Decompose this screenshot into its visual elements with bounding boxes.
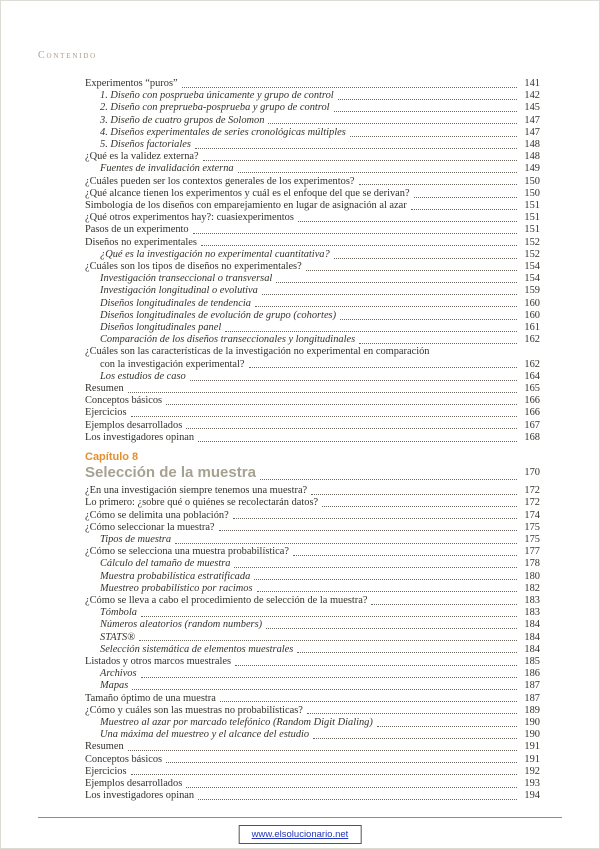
toc-entry (85, 717, 540, 729)
toc-entry (85, 571, 540, 583)
toc-page-number: 161 (524, 322, 540, 334)
toc-page-number: 149 (524, 163, 540, 175)
toc-entry-label: Diseños longitudinales panel (100, 322, 222, 334)
toc-entry-label: Resumen (85, 741, 124, 753)
toc-leader-dots (411, 209, 517, 210)
toc-page-number: 148 (524, 139, 540, 151)
toc-entry-label: Diseños longitudinales de tendencia (100, 297, 251, 309)
toc-page-number: 167 (524, 419, 540, 431)
toc-entry (85, 359, 540, 371)
toc-page-number: 150 (524, 175, 540, 187)
toc-leader-dots (132, 689, 517, 690)
toc-entry (85, 729, 540, 741)
toc-entry (85, 668, 540, 680)
toc-page-number: 191 (524, 753, 540, 765)
toc-entry-label: ¿En una investigación siempre tenemos una muestra? (85, 485, 308, 497)
toc-entry-label: Los investigadores opinan (85, 790, 195, 802)
toc-leader-dots (219, 530, 517, 531)
toc-leader-dots (131, 416, 517, 417)
toc-leader-dots (260, 479, 517, 480)
toc-entry-label: Pasos de un experimento (85, 224, 189, 236)
toc-entry-label: Números aleatorios (random numbers) (100, 619, 263, 631)
toc-leader-dots (186, 428, 517, 429)
toc-page-number: 184 (524, 643, 540, 655)
toc-page-number: 150 (524, 187, 540, 199)
toc-entry-label: ¿Qué es la validez externa? (85, 151, 199, 163)
toc-entry (85, 534, 540, 546)
toc-entry (85, 395, 540, 407)
toc-page-number: 194 (524, 790, 540, 802)
chapter-title: Selección de la muestra (85, 464, 256, 482)
toc-page-number: 148 (524, 151, 540, 163)
footer-divider (38, 817, 562, 818)
toc-entry-label: Los investigadores opinan (85, 431, 195, 443)
toc-leader-dots (220, 701, 517, 702)
toc-entry (85, 115, 540, 127)
toc-entry-label: Comparación de los diseños transeccionales y longitudinales (100, 334, 356, 346)
table-of-contents (85, 78, 540, 802)
toc-leader-dots (371, 604, 517, 605)
toc-entry (85, 595, 540, 607)
toc-entry-label: Muestreo al azar por marcado telefónico (Random Digit Dialing) (100, 716, 373, 728)
toc-leader-dots (233, 518, 517, 519)
toc-entry (85, 583, 540, 595)
toc-leader-dots (254, 579, 517, 580)
toc-entry-label: Fuentes de invalidación externa (100, 163, 234, 175)
toc-leader-dots (262, 294, 517, 295)
toc-page-number: 152 (524, 248, 540, 260)
toc-entry-label: con la investigación experimental? (100, 358, 245, 370)
toc-section-chapter7 (85, 78, 540, 444)
toc-page-number: 166 (524, 407, 540, 419)
toc-page-number: 151 (524, 212, 540, 224)
toc-leader-dots (340, 319, 517, 320)
toc-entry (85, 546, 540, 558)
toc-entry-label: Los estudios de caso (100, 370, 186, 382)
toc-page-number: 151 (524, 200, 540, 212)
toc-leader-dots (195, 148, 517, 149)
toc-page-number: 175 (524, 521, 540, 533)
toc-page-number: 145 (524, 102, 540, 114)
toc-leader-dots (175, 543, 517, 544)
toc-entry (85, 176, 540, 188)
toc-leader-dots (414, 197, 517, 198)
chapter-title-row (85, 464, 540, 482)
toc-entry (85, 754, 540, 766)
toc-leader-dots (334, 258, 517, 259)
toc-page-number: 160 (524, 309, 540, 321)
toc-leader-dots (338, 99, 517, 100)
toc-entry (85, 102, 540, 114)
toc-page-number: 185 (524, 655, 540, 667)
toc-entry (85, 644, 540, 656)
toc-page-number: 164 (524, 370, 540, 382)
toc-leader-dots (193, 233, 517, 234)
toc-entry-label: Simbología de los diseños con emparejamiento en lugar de asignación al azar (85, 200, 407, 212)
toc-leader-dots (276, 282, 517, 283)
toc-entry-label: Diseños longitudinales de evolución de grupo (cohortes) (100, 309, 337, 321)
toc-entry-label: Muestra probabilística estratificada (100, 570, 251, 582)
toc-entry-label: Conceptos básicos (85, 753, 163, 765)
toc-entry-label: Selección sistemática de elementos muestrales (100, 643, 294, 655)
toc-entry (85, 632, 540, 644)
toc-entry-label: ¿Cómo y cuáles son las muestras no probabilísticas? (85, 704, 303, 716)
toc-entry-label: ¿Qué otros experimentos hay?: cuasiexperimentos (85, 212, 294, 224)
toc-page-number: 182 (524, 582, 540, 594)
toc-page-number: 183 (524, 607, 540, 619)
chapter-heading (85, 450, 540, 482)
toc-leader-dots (198, 799, 517, 800)
toc-entry-label: Mapas (100, 680, 129, 692)
toc-page-number: 193 (524, 777, 540, 789)
toc-page-number: 187 (524, 692, 540, 704)
toc-entry-label: Tamaño óptimo de una muestra (85, 692, 216, 704)
toc-page-number: 191 (524, 741, 540, 753)
toc-entry (85, 224, 540, 236)
toc-entry-label: Investigación transeccional o transversal (100, 273, 273, 285)
toc-leader-dots (334, 111, 517, 112)
toc-entry (85, 766, 540, 778)
toc-leader-dots (307, 713, 517, 714)
toc-entry (85, 790, 540, 802)
toc-page-number: 184 (524, 631, 540, 643)
toc-entry (85, 680, 540, 692)
toc-entry-label: Ejercicios (85, 765, 127, 777)
toc-entry (85, 90, 540, 102)
toc-entry-label: Tipos de muestra (100, 533, 172, 545)
toc-entry (85, 371, 540, 383)
toc-leader-dots (201, 245, 517, 246)
toc-page-number: 183 (524, 594, 540, 606)
toc-entry (85, 237, 540, 249)
toc-entry-label: Investigación longitudinal o evolutiva (100, 285, 258, 297)
toc-entry (85, 285, 540, 297)
toc-entry (85, 78, 540, 90)
toc-page-number: 168 (524, 431, 540, 443)
toc-entry-label: Cálculo del tamaño de muestra (100, 558, 231, 570)
toc-entry (85, 778, 540, 790)
toc-leader-dots (313, 738, 517, 739)
toc-page-number: 147 (524, 126, 540, 138)
toc-entry-label: ¿Cómo se selecciona una muestra probabilística? (85, 546, 289, 558)
toc-entry (85, 188, 540, 200)
toc-page-number: 172 (524, 497, 540, 509)
toc-entry-label: Lo primero: ¿sobre qué o quiénes se recolectarán datos? (85, 497, 319, 509)
toc-entry (85, 298, 540, 310)
toc-entry (85, 497, 540, 509)
toc-page-number: 180 (524, 570, 540, 582)
toc-entry (85, 127, 540, 139)
toc-entry-label: ¿Cómo se delimita una población? (85, 509, 229, 521)
toc-leader-dots (255, 306, 517, 307)
toc-page-number: 187 (524, 680, 540, 692)
toc-leader-dots (322, 506, 517, 507)
toc-entry-label: STATS® (100, 631, 136, 643)
toc-leader-dots (128, 750, 517, 751)
toc-page-number: 190 (524, 716, 540, 728)
toc-page-number: 162 (524, 358, 540, 370)
toc-leader-dots (293, 555, 517, 556)
toc-leader-dots (311, 494, 517, 495)
toc-entry-label: Ejemplos desarrollados (85, 777, 183, 789)
toc-entry-label: ¿Cuáles pueden ser los contextos generales de los experimentos? (85, 175, 355, 187)
toc-leader-dots (141, 677, 517, 678)
toc-entry (85, 200, 540, 212)
toc-leader-dots (166, 762, 517, 763)
toc-leader-dots (238, 172, 517, 173)
toc-entry-label: ¿Cuáles son los tipos de diseños no experimentales? (85, 261, 302, 273)
toc-page-number: 190 (524, 729, 540, 741)
toc-page-number: 141 (524, 78, 540, 89)
toc-entry-label: 5. Diseños factoriales (100, 139, 191, 151)
toc-entry-label: ¿Cómo seleccionar la muestra? (85, 521, 215, 533)
toc-page-number: 152 (524, 236, 540, 248)
toc-entry (85, 619, 540, 631)
toc-leader-dots (166, 404, 517, 405)
toc-entry-label: Ejemplos desarrollados (85, 419, 183, 431)
toc-entry-label: Resumen (85, 383, 124, 395)
toc-entry-label: Experimentos “puros” (85, 78, 178, 89)
toc-entry (85, 705, 540, 717)
toc-leader-dots (131, 774, 517, 775)
toc-leader-dots (377, 726, 517, 727)
toc-entry (85, 693, 540, 705)
toc-leader-dots (225, 331, 517, 332)
toc-entry (85, 485, 540, 497)
toc-leader-dots (141, 616, 517, 617)
toc-entry-label: Archivos (100, 668, 137, 680)
toc-entry (85, 261, 540, 273)
watermark-link[interactable]: www.elsolucionario.net (239, 825, 362, 844)
toc-entry (85, 432, 540, 444)
toc-leader-dots (257, 591, 518, 592)
toc-leader-dots (198, 441, 517, 442)
toc-entry (85, 522, 540, 534)
toc-page-number: 177 (524, 546, 540, 558)
toc-leader-dots (182, 87, 517, 88)
toc-entry-label: ¿Cuáles son las características de la investigación no experimental en comparación (85, 346, 430, 358)
toc-entry (85, 273, 540, 285)
toc-page-number: 142 (524, 90, 540, 102)
toc-entry (85, 383, 540, 395)
toc-leader-dots (186, 787, 517, 788)
toc-entry (85, 346, 540, 358)
toc-entry (85, 139, 540, 151)
toc-leader-dots (268, 123, 517, 124)
toc-leader-dots (359, 343, 517, 344)
toc-entry (85, 322, 540, 334)
toc-page-number: 154 (524, 273, 540, 285)
toc-page-number: 159 (524, 285, 540, 297)
toc-entry (85, 212, 540, 224)
toc-leader-dots (235, 665, 517, 666)
toc-entry-label: 3. Diseño de cuatro grupos de Solomon (100, 114, 265, 126)
toc-entry (85, 607, 540, 619)
toc-page-number: 189 (524, 704, 540, 716)
toc-page-number: 160 (524, 297, 540, 309)
toc-leader-dots (298, 221, 517, 222)
toc-page-number: 166 (524, 395, 540, 407)
page-title: Contenido (38, 50, 98, 61)
toc-entry-label: Listados y otros marcos muestrales (85, 655, 232, 667)
toc-entry (85, 510, 540, 522)
toc-entry (85, 334, 540, 346)
toc-entry (85, 163, 540, 175)
toc-entry (85, 407, 540, 419)
toc-entry (85, 558, 540, 570)
toc-entry-label: Conceptos básicos (85, 395, 163, 407)
toc-entry (85, 656, 540, 668)
toc-entry (85, 741, 540, 753)
toc-entry (85, 151, 540, 163)
toc-entry (85, 420, 540, 432)
toc-leader-dots (306, 270, 517, 271)
toc-page-number: 192 (524, 765, 540, 777)
toc-entry-label: ¿Qué alcance tienen los experimentos y cuál es el enfoque del que se derivan? (85, 187, 410, 199)
toc-leader-dots (359, 184, 518, 185)
toc-page-number: 151 (524, 224, 540, 236)
toc-page-number: 170 (524, 467, 540, 479)
toc-entry-label: ¿Qué es la investigación no experimental cuantitativa? (100, 248, 330, 260)
toc-entry-label: 1. Diseño con posprueba únicamente y grupo de control (100, 90, 334, 102)
toc-page-number: 184 (524, 619, 540, 631)
toc-page-number: 162 (524, 334, 540, 346)
toc-leader-dots (350, 136, 517, 137)
chapter-kicker: Capítulo 8 (85, 451, 139, 464)
toc-page-number: 165 (524, 383, 540, 395)
toc-entry-label: Tómbola (100, 607, 137, 619)
toc-leader-dots (266, 628, 517, 629)
toc-leader-dots (190, 380, 517, 381)
toc-entry (85, 249, 540, 261)
toc-page-number: 147 (524, 114, 540, 126)
toc-page-number: 154 (524, 261, 540, 273)
toc-entry-label: Ejercicios (85, 407, 127, 419)
toc-section-chapter8 (85, 485, 540, 802)
toc-entry-label: ¿Cómo se lleva a cabo el procedimiento de selección de la muestra? (85, 594, 368, 606)
toc-entry-label: 4. Diseños experimentales de series cronológicas múltiples (100, 126, 346, 138)
toc-leader-dots (139, 640, 517, 641)
toc-page-number: 175 (524, 533, 540, 545)
toc-entry-label: Una máxima del muestreo y el alcance del estudio (100, 729, 310, 741)
toc-entry-label: Muestreo probabilístico por racimos (100, 582, 253, 594)
toc-leader-dots (249, 367, 517, 368)
toc-page-number: 178 (524, 558, 540, 570)
toc-leader-dots (128, 392, 517, 393)
toc-entry (85, 310, 540, 322)
toc-page-number: 172 (524, 485, 540, 497)
toc-leader-dots (234, 567, 517, 568)
toc-entry-label: 2. Diseño con preprueba-posprueba y grupo de control (100, 102, 330, 114)
toc-leader-dots (203, 160, 517, 161)
toc-page-number: 186 (524, 668, 540, 680)
toc-page-number: 174 (524, 509, 540, 521)
toc-leader-dots (297, 652, 517, 653)
toc-entry-label: Diseños no experimentales (85, 236, 197, 248)
